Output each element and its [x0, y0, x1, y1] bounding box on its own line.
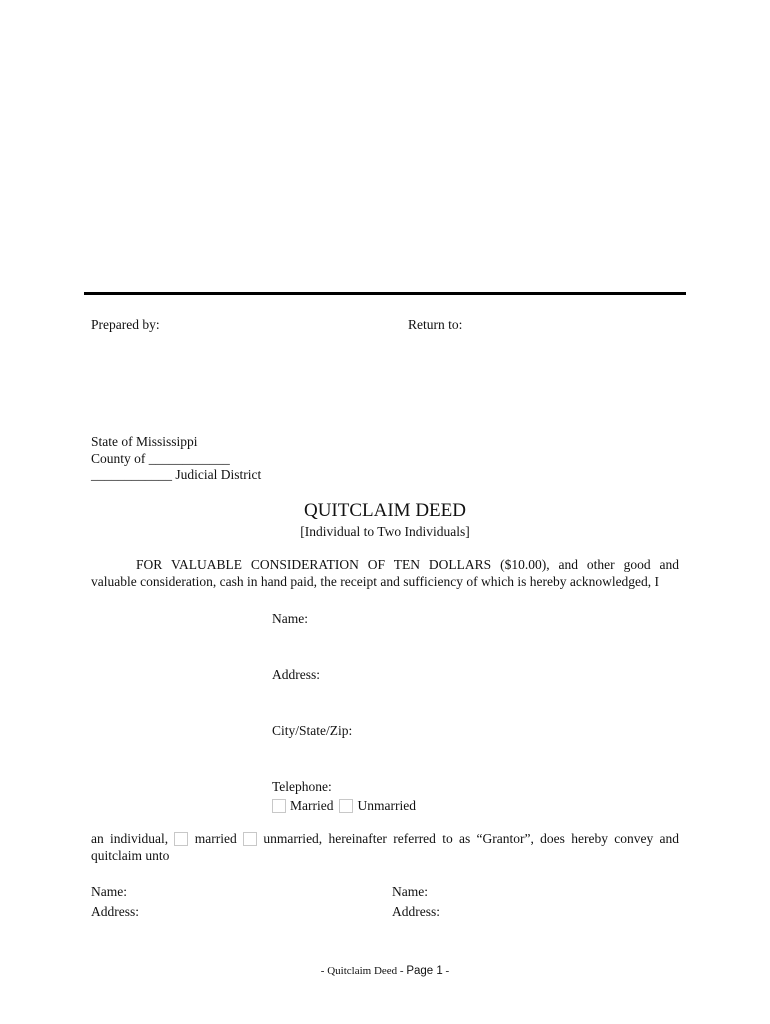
grantor-clause-line-2: quitclaim unto [91, 847, 170, 863]
state-line: State of Mississippi [91, 434, 198, 449]
married-checkbox[interactable] [272, 799, 286, 813]
grantor-telephone-label: Telephone: [272, 779, 332, 794]
district-line: ____________ Judicial District [91, 467, 262, 482]
page-footer [0, 964, 770, 978]
footer-page-number: Page 1 [406, 965, 443, 977]
grantee-1-address-label: Address: [91, 904, 139, 919]
grantor-clause-married: married [194, 831, 237, 846]
unmarried-checkbox[interactable] [339, 799, 353, 813]
unmarried-label: Unmarried [357, 798, 416, 813]
county-line: County of ____________ [91, 451, 230, 466]
consideration-line-2: valuable consideration, cash in hand paid, the receipt and sufficiency of which is hereby acknowledged, I [91, 573, 660, 589]
grantor-address-label: Address: [272, 667, 320, 682]
document-title: QUITCLAIM DEED [303, 500, 466, 521]
consideration-line-1: FOR VALUABLE CONSIDERATION OF TEN DOLLARS ($10.00), and other good and [136, 557, 679, 572]
footer-doc-label: - Quitclaim Deed - [320, 965, 407, 977]
header-rule [84, 292, 686, 295]
consideration-paragraph [91, 557, 679, 590]
marital-status-row [272, 798, 416, 814]
grantor-clause [91, 831, 679, 864]
grantor-clause-part-2: unmarried, hereinafter referred to as “Grantor”, does hereby convey and [263, 831, 680, 846]
return-to-label: Return to: [408, 317, 463, 332]
married-label: Married [290, 798, 334, 813]
grantor-name-label: Name: [272, 611, 308, 626]
grantee-2-name-label: Name: [392, 884, 428, 899]
clause-unmarried-checkbox[interactable] [243, 832, 257, 846]
document-subtitle: [Individual to Two Individuals] [300, 524, 470, 539]
grantor-city-state-zip-label: City/State/Zip: [272, 723, 353, 738]
grantor-clause-part-1: an individual, [91, 831, 169, 846]
prepared-by-label: Prepared by: [91, 317, 160, 332]
footer-trail: - [442, 965, 450, 977]
clause-married-checkbox[interactable] [174, 832, 188, 846]
grantee-1-name-label: Name: [91, 884, 127, 899]
grantee-2-address-label: Address: [392, 904, 440, 919]
